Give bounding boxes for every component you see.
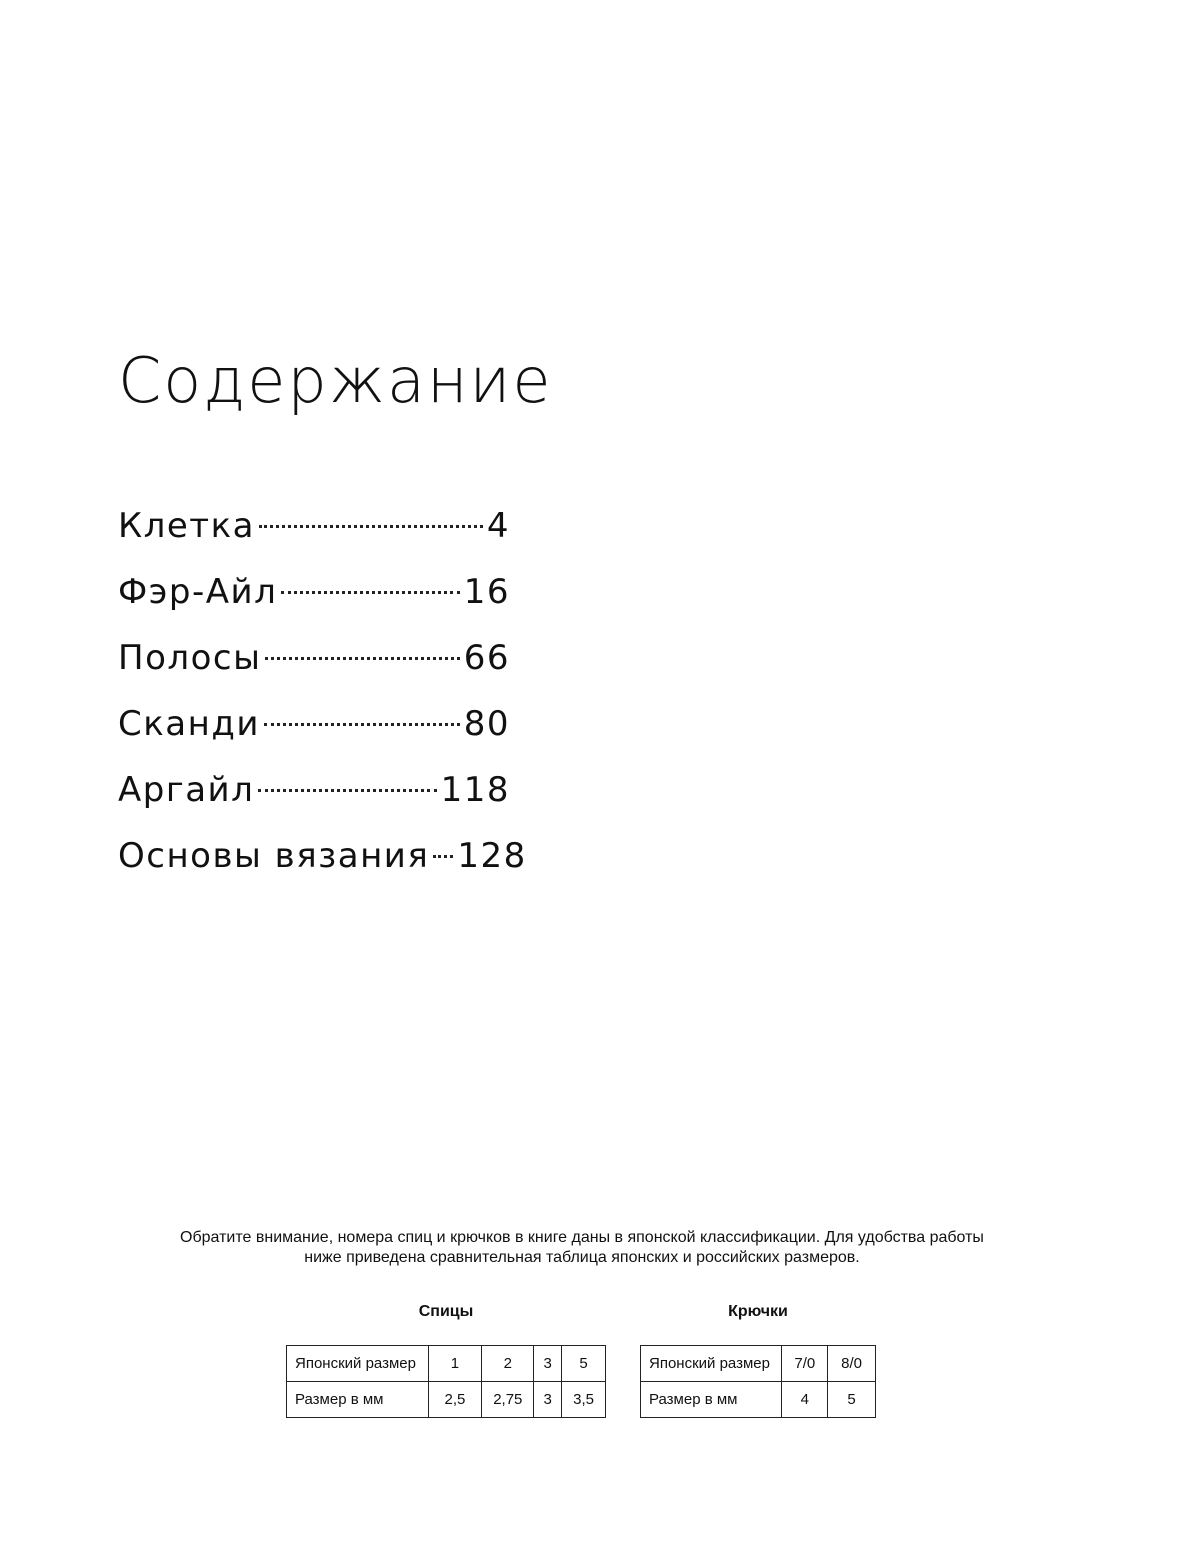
table-row (287, 1346, 606, 1382)
toc-entry-label: Сканди (118, 704, 260, 744)
table-row (641, 1382, 876, 1418)
needles-table-caption: Спицы (418, 1303, 474, 1320)
toc-entry-fair-isle[interactable] (118, 572, 510, 638)
table-cell: 2,5 (428, 1382, 482, 1418)
toc-entry-label: Клетка (118, 506, 255, 546)
toc-entry-page: 4 (486, 506, 510, 546)
toc-entry-label: Основы вязания (118, 836, 430, 876)
table-row (641, 1346, 876, 1382)
toc-entry-kletka[interactable] (118, 506, 510, 572)
row-header: Японский размер (287, 1346, 429, 1382)
row-header: Японский размер (641, 1346, 782, 1382)
toc-dot-leader (259, 525, 483, 528)
size-notice (80, 1228, 1084, 1268)
table-cell: 4 (782, 1382, 828, 1418)
row-header: Размер в мм (641, 1382, 782, 1418)
toc-entry-knitting-basics[interactable] (118, 836, 527, 902)
toc-entry-page: 80 (463, 704, 510, 744)
table-cell: 8/0 (828, 1346, 876, 1382)
toc-dot-leader (265, 657, 459, 660)
table-cell: 2,75 (482, 1382, 534, 1418)
toc-dot-leader (258, 789, 436, 792)
toc-entry-skandi[interactable] (118, 704, 510, 770)
table-cell: 3 (534, 1346, 562, 1382)
toc-entry-label: Фэр-Айл (118, 572, 278, 612)
table-row (287, 1382, 606, 1418)
toc-entry-polosy[interactable] (118, 638, 510, 704)
needles-size-table (286, 1345, 606, 1418)
toc-dot-leader (264, 723, 460, 726)
table-of-contents (118, 506, 527, 902)
toc-entry-argyle[interactable] (118, 770, 510, 836)
toc-dot-leader (281, 591, 459, 594)
row-header: Размер в мм (287, 1382, 429, 1418)
toc-entry-page: 66 (463, 638, 510, 678)
hooks-size-table (640, 1345, 876, 1418)
table-cell: 1 (428, 1346, 482, 1382)
table-cell: 3,5 (562, 1382, 606, 1418)
size-notice-line-1: Обратите внимание, номера спиц и крючков в книге даны в японской классификации. Для удобства работы (180, 1229, 984, 1246)
hooks-table-caption: Крючки (728, 1303, 788, 1320)
toc-entry-label: Аргайл (118, 770, 255, 810)
table-cell: 5 (828, 1382, 876, 1418)
toc-entry-page: 118 (440, 770, 510, 810)
table-cell: 7/0 (782, 1346, 828, 1382)
toc-dot-leader (433, 855, 453, 858)
table-cell: 5 (562, 1346, 606, 1382)
toc-entry-page: 16 (463, 572, 510, 612)
toc-entry-label: Полосы (118, 638, 262, 678)
table-cell: 3 (534, 1382, 562, 1418)
table-cell: 2 (482, 1346, 534, 1382)
page-title: Содержание (118, 344, 553, 417)
size-notice-line-2: ниже приведена сравнительная таблица японских и российских размеров. (304, 1249, 860, 1266)
toc-entry-page: 128 (457, 836, 527, 876)
